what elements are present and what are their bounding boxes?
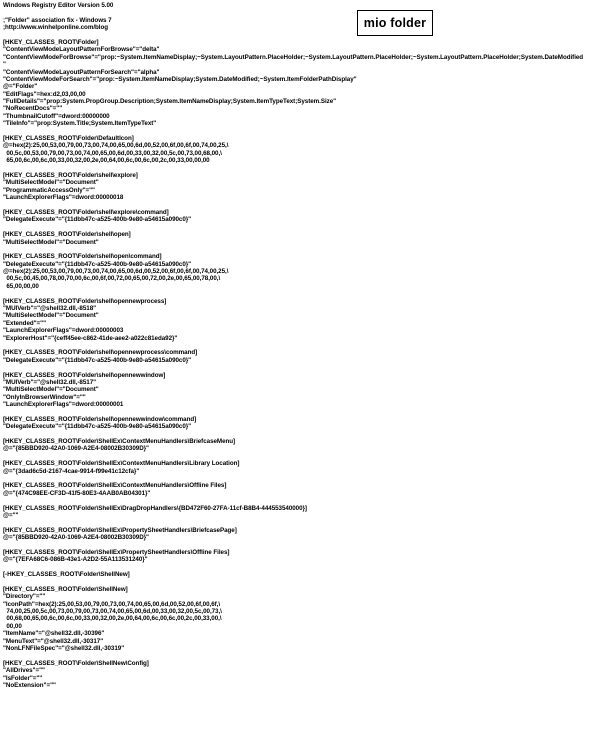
registry-value-line: "MUIVerb"="@shell32.dll,-8518" <box>3 305 97 313</box>
registry-value-line: "MultiSelectModel"="Document" <box>3 179 99 187</box>
blank-line <box>3 578 615 585</box>
registry-block <box>3 660 615 690</box>
registry-value-line: 00,5c,00,53,00,79,00,73,00,74,00,65,00,6d,00,33,00,32,00,5c,00,73,00,68,00,\ <box>3 149 222 157</box>
registry-value-line: "AllDrives"="" <box>3 667 45 675</box>
registry-key-line: [HKEY_CLASSES_ROOT\Folder\ShellEx\DragDropHandlers\{BD472F60-27FA-11cf-B8B4-444553540000}] <box>3 504 307 512</box>
registry-value-line: "ContentViewModeLayoutPatternForBrowse"="delta" <box>3 46 160 54</box>
registry-value-line: "ContentViewModeLayoutPatternForSearch"="alpha" <box>3 68 160 76</box>
blank-line <box>3 652 615 659</box>
registry-value-line: "ContentViewModeForSearch"="prop:~System.ItemNameDisplay;System.DateModified;~System.ItemFolderPathDisplay" <box>3 75 357 83</box>
registry-key-line: [HKEY_CLASSES_ROOT\Folder\ShellEx\ContextMenuHandlers\BriefcaseMenu] <box>3 438 236 446</box>
registry-block <box>3 586 615 653</box>
registry-document <box>3 2 615 689</box>
blank-line <box>3 475 615 482</box>
registry-value-line: "OnlyInBrowserWindow"="" <box>3 393 86 401</box>
registry-value-line: "LaunchExplorerFlags"=dword:00000001 <box>3 401 124 409</box>
registry-key-line: [HKEY_CLASSES_ROOT\Folder\shell\open] <box>3 231 131 239</box>
registry-block <box>3 482 615 497</box>
blank-line <box>3 32 615 39</box>
registry-value-line: "LaunchExplorerFlags"=dword:00000018 <box>3 194 124 202</box>
registry-value-line: "Extended"="" <box>3 319 46 327</box>
blank-line <box>3 497 615 504</box>
blank-line <box>3 408 615 415</box>
registry-value-line: 65,00,6c,00,6c,00,33,00,32,00,2e,00,64,00,6c,00,6c,00,2c,00,33,00,00,00 <box>3 157 210 165</box>
registry-value-line: "NonLFNFileSpec"="@shell32.dll,-30319" <box>3 644 125 652</box>
blank-line <box>3 342 615 349</box>
registry-key-line: [HKEY_CLASSES_ROOT\Folder\DefaultIcon] <box>3 135 134 143</box>
registry-value-line: @=hex(2):25,00,53,00,79,00,73,00,74,00,65,00,6d,00,52,00,6f,00,6f,00,74,00,25,\ <box>3 268 229 276</box>
registry-blocks <box>3 17 615 690</box>
registry-key-line: [HKEY_CLASSES_ROOT\Folder\ShellEx\PropertySheetHandlers\BriefcasePage] <box>3 526 237 534</box>
blank-line <box>3 9 615 16</box>
blank-line <box>3 165 615 172</box>
registry-value-line: @="{474C98EE-CF3D-41f5-80E3-4AAB0AB04301}" <box>3 489 151 497</box>
registry-value-line: "IconPath"=hex(2):25,00,53,00,79,00,73,00,74,00,65,00,6d,00,52,00,6f,00,6f,\ <box>3 600 221 608</box>
registry-block <box>3 549 615 564</box>
registry-value-line: "ItemName"="@shell32.dll,-30396" <box>3 630 105 638</box>
registry-block <box>3 571 615 578</box>
registry-value-line: "IsFolder"="" <box>3 674 43 682</box>
registry-block <box>3 298 615 342</box>
registry-value-line: 00,00 <box>3 622 22 630</box>
registry-key-line: [HKEY_CLASSES_ROOT\Folder\shell\opennewprocess\command] <box>3 349 198 357</box>
registry-block <box>3 372 615 409</box>
registry-key-line: [HKEY_CLASSES_ROOT\Folder\shell\opennewwindow\command] <box>3 415 197 423</box>
registry-block <box>3 438 615 453</box>
registry-value-line: "NoExtension"="" <box>3 681 56 689</box>
blank-line <box>3 202 615 209</box>
mio-folder-label: mio folder <box>357 10 433 36</box>
registry-value-line: 74,00,25,00,5c,00,73,00,79,00,73,00,74,00,65,00,6d,00,33,00,32,00,5c,00,73,\ <box>3 608 222 616</box>
blank-line <box>3 364 615 371</box>
registry-value-line: @=hex(2):25,00,53,00,79,00,73,00,74,00,65,00,6d,00,52,00,6f,00,6f,00,74,00,25,\ <box>3 142 229 150</box>
registry-block <box>3 416 615 431</box>
blank-line <box>3 128 615 135</box>
registry-value-line: "DelegateExecute"="{11dbb47c-a525-400b-9e80-a54615a090c0}" <box>3 260 192 268</box>
registry-value-line: "MUIVerb"="@shell32.dll,-8517" <box>3 378 97 386</box>
registry-key-line: [HKEY_CLASSES_ROOT\Folder\shell\explore] <box>3 171 138 179</box>
registry-value-line: @="Folder" <box>3 83 38 91</box>
registry-value-line: ;"Folder" association fix - Windows 7 <box>3 16 112 24</box>
blank-line <box>3 290 615 297</box>
registry-key-line: [HKEY_CLASSES_ROOT\Folder] <box>3 38 99 46</box>
registry-value-line: "ProgrammaticAccessOnly"="" <box>3 186 95 194</box>
registry-value-line: "Directory"="" <box>3 593 46 601</box>
registry-key-line: [HKEY_CLASSES_ROOT\Folder\shell\open\command] <box>3 253 162 261</box>
registry-key-line: [HKEY_CLASSES_ROOT\Folder\ShellEx\PropertySheetHandlers\Offline Files] <box>3 548 230 556</box>
blank-line <box>3 224 615 231</box>
registry-value-line: "MenuText"="@shell32.dll,-30317" <box>3 637 104 645</box>
registry-value-line: @="{85BBD920-42A0-1069-A2E4-08002B30309D}" <box>3 445 149 453</box>
registry-value-line: "MultiSelectModel"="Document" <box>3 312 99 320</box>
registry-value-line: 00,68,00,65,00,6c,00,6c,00,33,00,32,00,2e,00,64,00,6c,00,6c,00,2c,00,33,00,\ <box>3 615 222 623</box>
registry-key-line: [HKEY_CLASSES_ROOT\Folder\ShellNew\Config] <box>3 659 149 667</box>
registry-key-line: [HKEY_CLASSES_ROOT\Folder\shell\opennewwindow] <box>3 371 166 379</box>
registry-value-line: @="" <box>3 511 19 519</box>
registry-value-line: "ContentViewModeForBrowse"="prop:~System.ItemNameDisplay;~System.LayoutPattern.PlaceHolder;~System.LayoutPattern.PlaceHolder;~System.LayoutPattern.PlaceHolder;System.DateModified <box>3 53 584 61</box>
registry-block <box>3 527 615 542</box>
registry-value-line: @="{85BBD920-42A0-1069-A2E4-08002B30309D}" <box>3 534 149 542</box>
registry-value-line: "ThumbnailCutoff"=dword:00000000 <box>3 112 110 120</box>
registry-value-line: " <box>3 61 6 69</box>
registry-value-line: "DelegateExecute"="{11dbb47c-a525-400b-9e80-a54615a090c0}" <box>3 356 192 364</box>
registry-value-line: "MultiSelectModel"="Document" <box>3 238 99 246</box>
registry-value-line: "FullDetails"="prop:System.PropGroup.Description;System.ItemNameDisplay;System.ItemTypeText;System.Size" <box>3 98 337 106</box>
registry-block <box>3 253 615 290</box>
registry-block <box>3 231 615 246</box>
blank-line <box>3 542 615 549</box>
registry-block <box>3 17 615 32</box>
registry-block <box>3 460 615 475</box>
registry-key-line: [HKEY_CLASSES_ROOT\Folder\ShellNew] <box>3 585 128 593</box>
registry-key-line: [HKEY_CLASSES_ROOT\Folder\shell\opennewprocess] <box>3 297 167 305</box>
registry-value-line: "NoRecentDocs"="" <box>3 105 63 113</box>
registry-key-line: [-HKEY_CLASSES_ROOT\Folder\ShellNew] <box>3 571 130 579</box>
registry-key-line: [HKEY_CLASSES_ROOT\Folder\shell\explore\command] <box>3 208 169 216</box>
registry-value-line: @="{3dad6c5d-2167-4cae-9914-f99e41c12cfa}" <box>3 467 140 475</box>
registry-block <box>3 209 615 224</box>
registry-value-line: ;http://www.winhelponline.com/blog <box>3 24 109 32</box>
registry-block <box>3 172 615 202</box>
registry-block <box>3 349 615 364</box>
registry-value-line: 65,00,00,00 <box>3 282 39 290</box>
registry-value-line: "MultiSelectModel"="Document" <box>3 386 99 394</box>
registry-value-line: "DelegateExecute"="{11dbb47c-a525-400b-9e80-a54615a090c0}" <box>3 423 192 431</box>
registry-value-line: "DelegateExecute"="{11dbb47c-a525-400b-9e80-a54615a090c0}" <box>3 216 192 224</box>
registry-value-line: "EditFlags"=hex:d2,03,00,00 <box>3 90 86 98</box>
registry-block <box>3 39 615 128</box>
registry-key-line: [HKEY_CLASSES_ROOT\Folder\ShellEx\ContextMenuHandlers\Offline Files] <box>3 482 227 490</box>
document-title: Windows Registry Editor Version 5.00 <box>3 2 114 9</box>
registry-value-line: @="{7EFA68C6-086B-43e1-A2D2-55A113531240}" <box>3 556 148 564</box>
blank-line <box>3 246 615 253</box>
registry-value-line: "TileInfo"="prop:System.Title;System.ItemTypeText" <box>3 120 157 128</box>
registry-block <box>3 135 615 165</box>
blank-line <box>3 431 615 438</box>
registry-value-line: "LaunchExplorerFlags"=dword:00000003 <box>3 327 124 335</box>
registry-value-line: 00,5c,00,45,00,78,00,70,00,6c,00,6f,00,72,00,65,00,72,00,2e,00,65,00,78,00,\ <box>3 275 221 283</box>
registry-key-line: [HKEY_CLASSES_ROOT\Folder\ShellEx\ContextMenuHandlers\Library Location] <box>3 460 240 468</box>
registry-value-line: "ExplorerHost"="{ceff45ee-c862-41de-aee2-a022c81eda92}" <box>3 334 178 342</box>
blank-line <box>3 564 615 571</box>
blank-line <box>3 519 615 526</box>
registry-block <box>3 505 615 520</box>
blank-line <box>3 453 615 460</box>
